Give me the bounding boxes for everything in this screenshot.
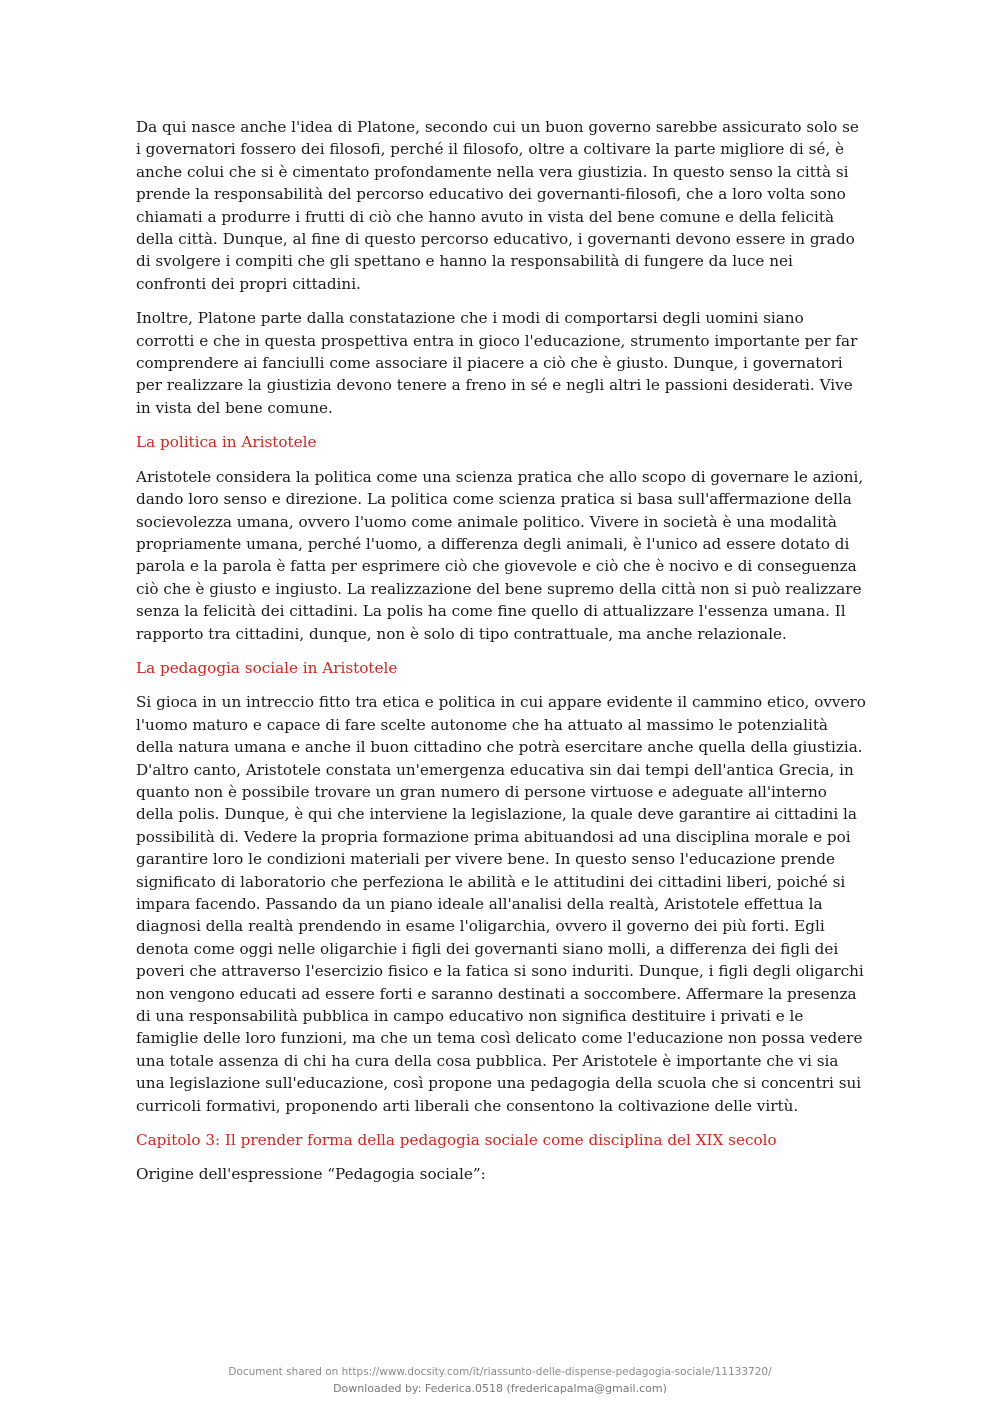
section-heading-pedagogia-aristotele: La pedagogia sociale in Aristotele [136,658,398,677]
paragraph-pedagogia-aristotele: Si gioca in un intreccio fitto tra etica e politica in cui appare evidente il cammino etico, ovvero l'uomo maturo e capace di fare scelte autonome che ha attuato al massimo le potenzialità della natura umana e anche il buon cittadino che potrà esercitare anche quella della giustizia. D'altro canto, Aristotele constata un'emergenza educativa sin dai tempi dell'antica Grecia, in quanto non è possibile trovare un gran numero di persone virtuose e adeguate all'interno della polis. Dunque, è qui che interviene la legislazione, la quale deve garantire ai cittadini la possibilità di. Vedere la propria formazione prima abituandosi ad una disciplina morale e poi garantire loro le condizioni materiali per vivere bene. In questo senso l'educazione prende significato di laboratorio che perfeziona le abilità e le attitudini dei cittadini liberi, poiché si impara facendo. Passando da un piano ideale all'analisi della realtà, Aristotele effettua la diagnosi della realtà prendendo in esame l'oligarchia, ovvero il governo dei più forti. Egli denota come oggi nelle oligarchie i figli dei governanti siano molli, a differenza dei figli dei poveri che attraverso l'esercizio fisico e la fatica si sono induriti. Dunque, i figli degli oligarchi non vengono educati ad essere forti e saranno destinati a soccombere. Affermare la presenza di una responsabilità pubblica in campo educativo non significa destituire i privati e le famiglie delle loro funzioni, ma che un tema così delicato come l'educazione non possa vedere una totale assenza di chi ha cura della cosa pubblica. Per Aristotele è importante che vi sia una legislazione sull'educazione, così propone una pedagogia della scuola che si concentri sui curricoli formativi, proponendo arti liberali che consentono la coltivazione delle virtù. [136,693,866,1115]
paragraph-platone-governo: Da qui nasce anche l'idea di Platone, secondo cui un buon governo sarebbe assicurato solo se i governatori fossero dei filosofi, perché il filosofo, oltre a coltivare la parte migliore di sé, è anche colui che si è cimentato profondamente nella vera giustizia. In questo senso la città si prende la responsabilità del percorso educativo dei governanti-filosofi, che a loro volta sono chiamati a produrre i frutti di ciò che hanno avuto in vista del bene comune e della felicità della città. Dunque, al fine di questo percorso educativo, i governanti devono essere in grado di svolgere i compiti che gli spettano e hanno la responsabilità di fungere da luce nei confronti dei propri cittadini. [136,118,859,293]
paragraph-origine-espressione: Origine dell'espressione “Pedagogia sociale”: [136,1165,486,1184]
footer-downloaded-by: Downloaded by: Federica.0518 (fredericapalma@gmail.com) [333,1382,667,1395]
footer-shared-link[interactable]: Document shared on https://www.docsity.com/it/riassunto-delle-dispense-pedagogia-sociale/11133720/ [228,1366,772,1378]
section-heading-politica-aristotele: La politica in Aristotele [136,433,317,452]
paragraph-platone-educazione: Inoltre, Platone parte dalla constatazione che i modi di comportarsi degli uomini siano corrotti e che in questa prospettiva entra in gioco l'educazione, strumento importante per far comprendere ai fanciulli come associare il piacere a ciò che è giusto. Dunque, i governatori per realizzare la giustizia devono tenere a freno in sé e negli altri le passioni desiderati. Vive in vista del bene comune. [136,309,858,417]
chapter-heading-capitolo-3: Capitolo 3: Il prender forma della pedagogia sociale come disciplina del XIX secolo [136,1131,777,1150]
paragraph-politica-aristotele: Aristotele considera la politica come una scienza pratica che allo scopo di governare le azioni, dando loro senso e direzione. La politica come scienza pratica si basa sull'affermazione della socievolezza umana, ovvero l'uomo come animale politico. Vivere in società è una modalità propriamente umana, perché l'uomo, a differenza degli animali, è l'unico ad essere dotato di parola e la parola è fatta per esprimere ciò che giovevole e ciò che è nocivo e di conseguenza ciò che è giusto e ingiusto. La realizzazione del bene supremo della città non si può realizzare senza la felicità dei cittadini. La polis ha come fine quello di attualizzare l'essenza umana. Il rapporto tra cittadini, dunque, non è solo di tipo contrattuale, ma anche relazionale. [136,467,864,643]
document-body [136,116,866,1198]
